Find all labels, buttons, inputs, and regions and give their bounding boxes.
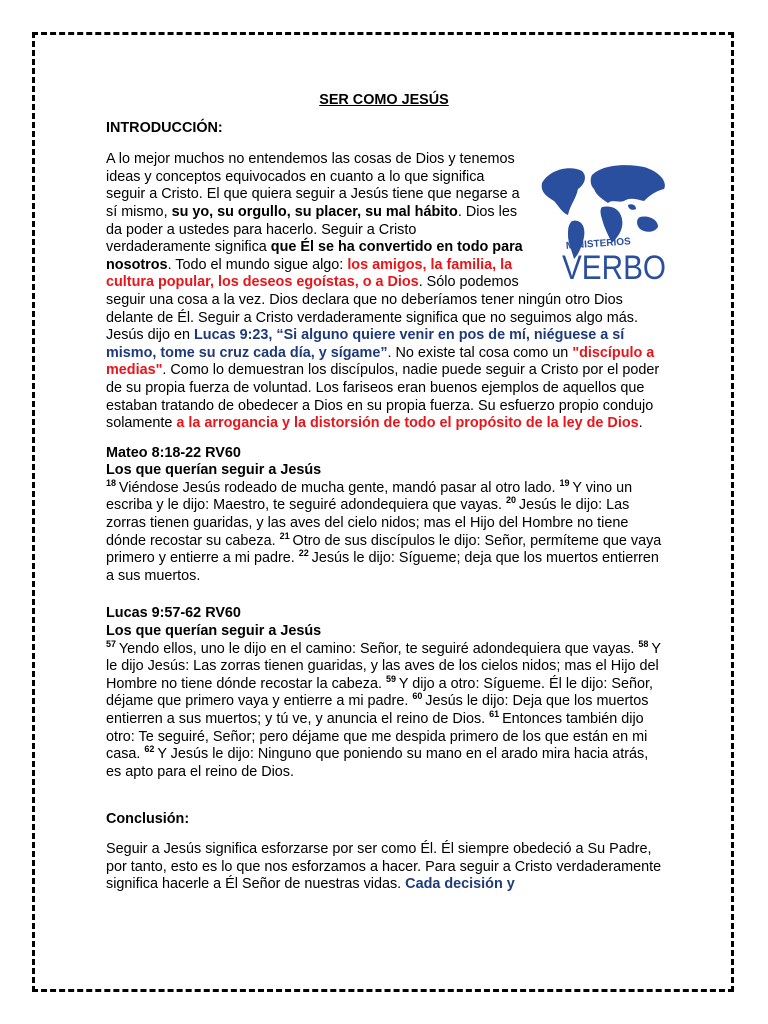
page-title: SER COMO JESÚS: [319, 92, 449, 108]
text-run: Seguir a Jesús significa esforzarse por ser como Él. Él siempre obedeció a Su Padre, por tanto, esto es lo que nos esforzamos a hacer. Para seguir a Cristo verdaderamente significa hacerle a Él Señor de nuestras vidas.: [106, 840, 662, 893]
verse-text: Yendo ellos, uno le dijo en el camino: Señor, te seguiré adondequiera que vayas.: [118, 640, 639, 657]
text-run: "discípulo a medias": [106, 344, 655, 379]
conclusion-heading: Conclusión:: [106, 811, 190, 828]
text-run: A lo mejor muchos no entendemos las cosas de Dios y tenemos ideas y conceptos equivocados en cuanto a lo que significa seguir a Cristo. El que quiera seguir a Jesús tiene que negarse a sí mismo,: [106, 151, 520, 220]
verse-text: Jesús le dijo: Sígueme; deja que los muertos entierren a sus muertos.: [106, 550, 659, 584]
mateo-subtitle: Los que querían seguir a Jesús: [106, 462, 322, 479]
verse-number: 62: [144, 744, 155, 755]
lucas-subtitle: Los que querían seguir a Jesús: [106, 623, 322, 640]
verse-text: Y le dijo Jesús: Las zorras tienen guaridas, y las aves de los cielos nidos; mas el Hijo del Hombre no tiene dónde recostar la cabeza.: [106, 640, 661, 692]
text-run: Cada decisión y: [405, 876, 515, 893]
logo-text-ministerios: MINISTERIOS: [565, 236, 632, 252]
verse-text: Y Jesús le dijo: Ninguno que poniendo su mano en el arado mira hacia atrás, es apto para el reino de Dios.: [106, 746, 649, 780]
verse-text: Y vino un escriba y le dijo: Maestro, te seguiré adondequiera que vayas.: [106, 479, 633, 514]
text-run: . Dios les da poder a ustedes para hacerlo. Seguir a Cristo verdaderamente significa: [106, 203, 518, 256]
verse-text: Jesús le dijo: Las zorras tienen guaridas, y las aves del cielo nidos; mas el Hijo del Hombre no tiene dónde recostar su cabeza.: [106, 497, 630, 549]
ministerios-verbo-logo: [532, 155, 672, 285]
text-run: Lucas 9:23, “Si alguno quiere venir en pos de mí, niéguese a sí mismo, tome su cruz cada día, y sígame”: [106, 327, 625, 361]
conclusion-paragraph: [106, 841, 662, 894]
verse-number: 60: [412, 691, 423, 702]
verse-number: 20: [505, 495, 516, 506]
text-run: que Él se ha convertido en todo para nosotros: [106, 239, 523, 273]
verse-text: Viéndose Jesús rodeado de mucha gente, mandó pasar al otro lado.: [118, 479, 560, 496]
verse-number: 59: [386, 674, 397, 685]
text-run: a la arrogancia y la distorsión de todo el propósito de la ley de Dios: [176, 415, 639, 432]
text-run: los amigos, la familia, la cultura popular, los deseos egoístas, o a Dios: [106, 256, 513, 291]
verse-text: Otro de sus discípulos le dijo: Señor, permíteme que vaya primero y entierre a mi padre.: [106, 532, 662, 567]
document-body: [106, 92, 666, 894]
verse-number: 58: [638, 638, 649, 649]
text-run: .: [638, 415, 643, 432]
verse-text: Jesús le dijo: Deja que los muertos entierren a sus muertos; y tú ve, y anuncia el reino de Dios.: [106, 693, 649, 727]
verse-number: 22: [298, 548, 309, 559]
verse-number: 18: [106, 478, 117, 489]
text-run: . Como lo demuestran los discípulos, nadie puede seguir a Cristo por el poder de su propia fuerza de voluntad. Los fariseos eran buenos ejemplos de aquellos que estaban tratando de obedecer a Dios en su propia fuerza. Su esfuerzo propio condujo solamente: [106, 362, 660, 432]
mateo-reference: Mateo 8:18-22 RV60: [106, 444, 241, 461]
text-run: . Sólo podemos seguir una cosa a la vez. Dios declara que no deberíamos tener ningún otro Dios delante de Él. Seguir a Cristo verdaderamente significa que no seguimos algo más. Jesús dijo en: [106, 274, 638, 344]
verse-text: Entonces también dijo otro: Te seguiré, Señor; pero déjame que me despida primero de los que están en mi casa.: [106, 711, 648, 763]
text-run: . Todo el mundo sigue algo:: [167, 256, 348, 273]
verse-number: 21: [279, 530, 290, 541]
verse-number: 61: [489, 709, 500, 720]
verse-number: 57: [106, 638, 117, 649]
verse-number: 19: [559, 478, 570, 489]
logo-text-verbo: VERBO: [562, 249, 666, 286]
lucas-reference: Lucas 9:57-62 RV60: [106, 605, 241, 622]
mateo-passage: [106, 480, 662, 586]
lucas-passage: [106, 638, 662, 782]
verse-text: Y dijo a otro: Sígueme. Él le dijo: Señor, déjame que primero vaya y entierre a mi padre.: [106, 675, 654, 710]
text-run: su yo, su orgullo, su placer, su mal hábito: [171, 203, 458, 220]
intro-heading: INTRODUCCIÓN:: [106, 119, 223, 136]
world-map-icon: [532, 155, 672, 285]
text-run: . No existe tal cosa como un: [387, 344, 573, 361]
